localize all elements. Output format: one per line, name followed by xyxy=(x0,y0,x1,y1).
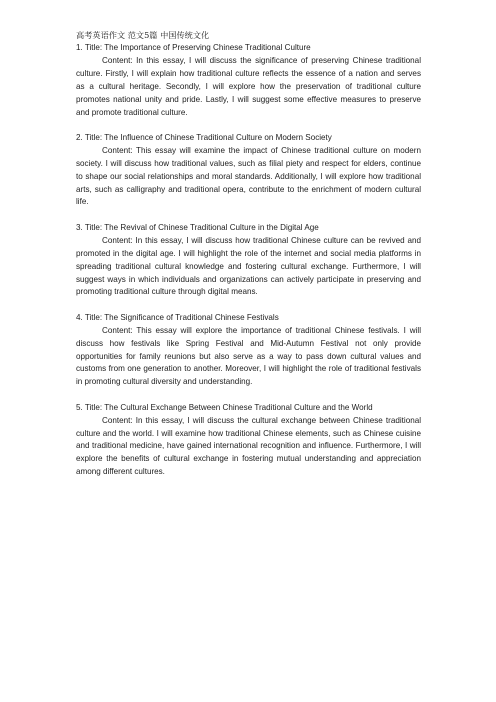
essay-title: 2. Title: The Influence of Chinese Traditional Culture on Modern Society xyxy=(76,132,332,142)
essay-title: 1. Title: The Importance of Preserving Chinese Traditional Culture xyxy=(76,43,311,52)
essay-content: Content: In this essay, I will discuss the significance of preserving Chinese traditional culture. Firstly, I will explain how traditional culture reflects the essence of a nation and serves as a cultural heritage. Secondly, I will explore how the preservation of traditional culture promotes national unity and pride. Lastly, I will suggest some effective measures to preserve and promote traditional culture. xyxy=(76,55,421,117)
essay-section-5 xyxy=(76,402,421,479)
essay-title: 3. Title: The Revival of Chinese Traditional Culture in the Digital Age xyxy=(76,222,319,232)
document-heading: 高考英语作文 范文5篇 中国传统文化 xyxy=(76,30,210,40)
essay-content: Content: In this essay, I will discuss the cultural exchange between Chinese traditional culture and the world. I will examine how traditional Chinese elements, such as Chinese cuisine and traditional medicine, have gained international recognition and influence. Furthermore, I will explore the benefits of cultural exchange in fostering mutual understanding and appreciation among different cultures. xyxy=(76,415,421,477)
essay-title: 5. Title: The Cultural Exchange Between Chinese Traditional Culture and the World xyxy=(76,402,373,412)
essay-section-1 xyxy=(76,42,421,119)
essay-content: Content: In this essay, I will discuss how traditional Chinese culture can be revived and promoted in the digital age. I will highlight the role of the internet and social media platforms in spreading traditional cultural knowledge and fostering cultural exchange. Furthermore, I will suggest ways in which individuals and organizations can actively participate in preserving and promoting traditional culture through digital means. xyxy=(76,235,421,297)
essay-content: Content: This essay will examine the impact of Chinese traditional culture on modern society. I will discuss how traditional values, such as filial piety and respect for elders, continue to shape our social relationships and moral standards. Additionally, I will explore how traditional arts, such as calligraphy and traditional opera, contribute to the enrichment of modern cultural life. xyxy=(76,145,421,207)
essay-section-3 xyxy=(76,222,421,299)
essay-title: 4. Title: The Significance of Traditional Chinese Festivals xyxy=(76,312,279,322)
essay-content: Content: This essay will explore the importance of traditional Chinese festivals. I will discuss how festivals like Spring Festival and Mid-Autumn Festival not only provide opportunities for family reunions but also serve as a way to pass down cultural values and customs from one generation to another. Moreover, I will highlight the role of traditional festivals in promoting cultural diversity and understanding. xyxy=(76,325,421,387)
essay-section-2 xyxy=(76,132,421,209)
document-page xyxy=(76,29,421,492)
essay-section-4 xyxy=(76,312,421,389)
